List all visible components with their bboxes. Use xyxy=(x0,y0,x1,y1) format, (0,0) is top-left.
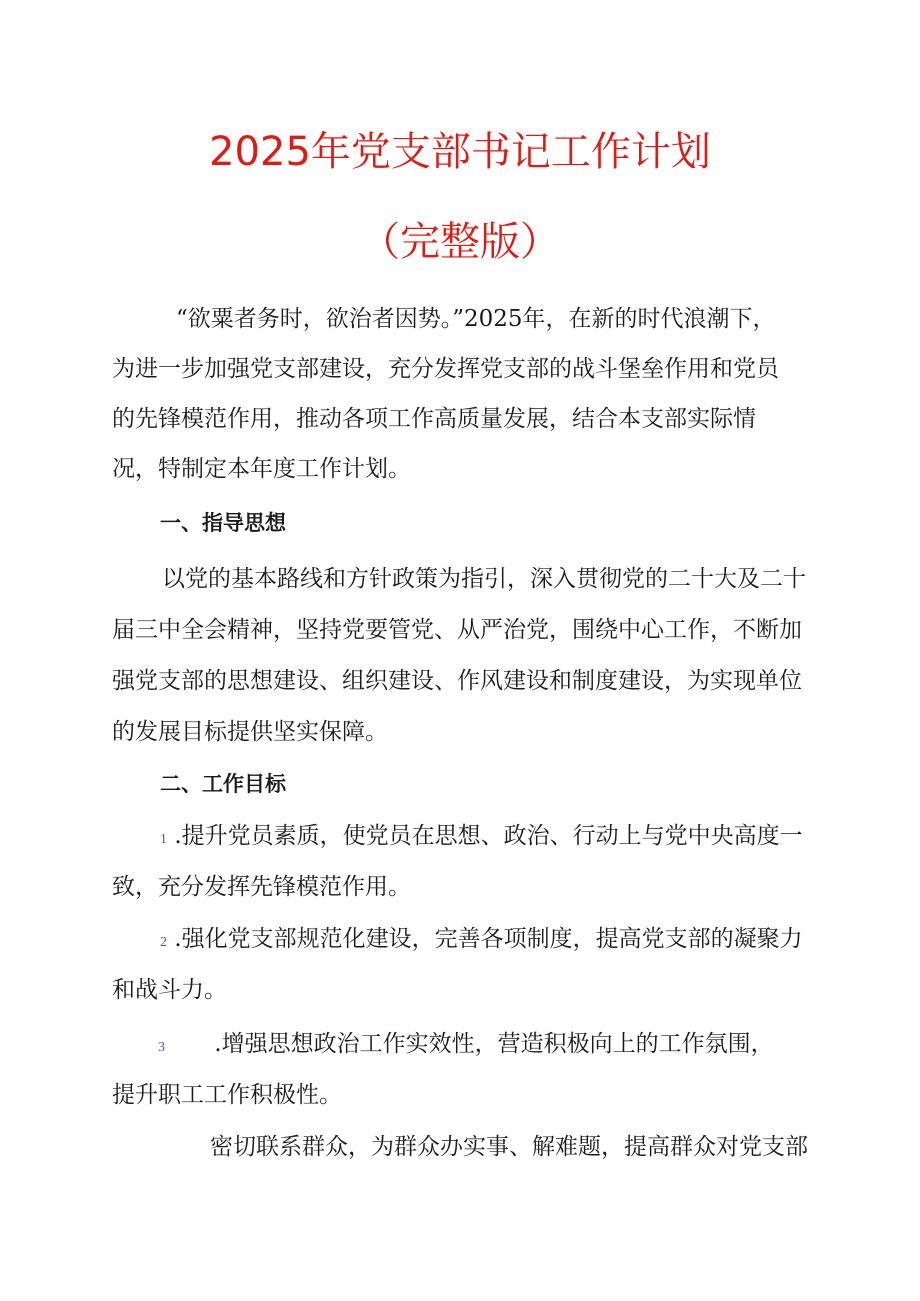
list-number: 3 xyxy=(158,1040,165,1055)
section1-line-1: 以党的基本路线和方针政策为指引，深入贯彻党的二十大及二十 xyxy=(162,566,806,592)
intro-line-3: 的先锋模范作用，推动各项工作高质量发展，结合本支部实际情 xyxy=(112,406,756,432)
goal-item-2-text: .强化党支部规范化建设，完善各项制度，提高党支部的凝聚力 xyxy=(174,926,803,952)
section1-line-4: 的发展目标提供坚实保障。 xyxy=(112,719,388,745)
goal-item-2 xyxy=(160,922,803,960)
section-heading-goals: 二、工作目标 xyxy=(160,772,286,796)
goal-item-3-cont: 提升职工工作积极性。 xyxy=(112,1082,342,1108)
intro-line-1: “欲粟者务时，欲治者因势。”2025年，在新的时代浪潮下， xyxy=(176,306,776,332)
goal-item-4-text: 密切联系群众，为群众办实事、解难题，提高群众对党支部 xyxy=(210,1134,808,1160)
goal-item-3-text: .增强思想政治工作实效性，营造积极向上的工作氛围， xyxy=(214,1031,774,1057)
section1-line-3: 强党支部的思想建设、组织建设、作风建设和制度建设，为实现单位 xyxy=(112,668,802,694)
goal-item-1-text: .提升党员素质，使党员在思想、政治、行动上与党中央高度一 xyxy=(174,823,803,849)
list-number: 2 xyxy=(160,935,167,950)
section1-line-2: 届三中全会精神，坚持党要管党、从严治党，围绕中心工作，不断加 xyxy=(112,617,802,643)
goal-item-3 xyxy=(158,1027,774,1065)
goal-item-1 xyxy=(160,819,803,857)
intro-line-4: 况，特制定本年度工作计划。 xyxy=(112,456,411,482)
goal-item-2-cont: 和战斗力。 xyxy=(112,977,227,1003)
list-number: 1 xyxy=(160,832,167,847)
document-subtitle: （完整版） xyxy=(360,219,560,265)
goal-item-1-cont: 致，充分发挥先锋模范作用。 xyxy=(112,874,411,900)
section-heading-guiding: 一、指导思想 xyxy=(160,511,286,535)
document-title: 2025年党支部书记工作计划 xyxy=(209,129,711,175)
intro-line-2: 为进一步加强党支部建设，充分发挥党支部的战斗堡垒作用和党员 xyxy=(112,356,779,382)
